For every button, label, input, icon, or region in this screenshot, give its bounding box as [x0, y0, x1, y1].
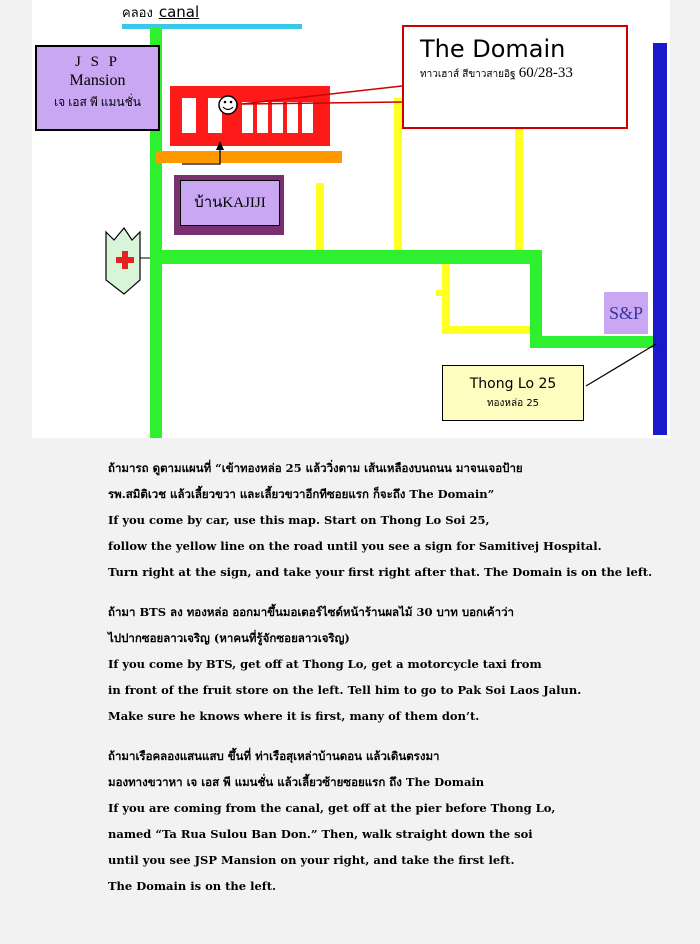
- directions: [108, 455, 688, 899]
- kajiji-house: [174, 175, 284, 235]
- hospital-sign-icon: [106, 228, 150, 294]
- car-english-line-1: If you come by car, use this map. Start on Thong Lo Soi 25,: [108, 513, 490, 527]
- bts-directions: [108, 599, 688, 729]
- car-english-line-3: Turn right at the sign, and take your first right after that. The Domain is on the left.: [108, 565, 653, 579]
- boat-thai-line-2: มองทางขวาหา เจ เอส พี แมนชั่น แล้วเลี้ยวซ้ายซอยแรก ถึง The Domain: [108, 775, 485, 789]
- bts-english-line-1: If you come by BTS, get off at Thong Lo, get a motorcycle taxi from: [108, 657, 542, 671]
- car-thai-line-2: รพ.สมิติเวช แล้วเลี้ยวขวา และเลี้ยวขวาอีกทีซอยแรก ก็จะถึง The Domain”: [108, 487, 495, 501]
- boat-english-line-1: If you are coming from the canal, get off at the pier before Thong Lo,: [108, 801, 556, 815]
- boat-thai-line-1: ถ้ามาเรือคลองแสนแสบ ขึ้นที่ ท่าเรือสุเหล่าบ้านดอน แล้วเดินตรงมา: [108, 749, 440, 763]
- sp-label: S&P: [604, 292, 648, 334]
- boat-english-line-2: named “Ta Rua Sulou Ban Don.” Then, walk straight down the soi: [108, 827, 533, 841]
- the-domain-number: 60/28-33: [518, 65, 573, 81]
- jsp-mansion-line2: Mansion: [69, 72, 126, 89]
- the-domain-subtitle-thai: ทาวเฮาส์ สีขาวสายอิฐ: [420, 69, 516, 80]
- bts-english-line-2: in front of the fruit store on the left. Tell him to go to Pak Soi Laos Jalun.: [108, 683, 582, 697]
- thong-lo-title: Thong Lo 25: [469, 376, 557, 392]
- the-domain-label: [402, 25, 628, 129]
- boat-english-line-4: The Domain is on the left.: [108, 879, 277, 893]
- boat-english-line-3: until you see JSP Mansion on your right, and take the first left.: [108, 853, 515, 867]
- boat-directions: [108, 743, 688, 899]
- smiley-icon: [219, 96, 237, 114]
- car-english-line-2: follow the yellow line on the road until you see a sign for Samitivej Hospital.: [108, 539, 602, 553]
- bts-thai-line-2: ไปปากซอยลาวเจริญ (หาคนที่รู้จักซอยลาวเจริญ): [108, 631, 350, 645]
- kajiji-label: บ้านKAJIJI: [180, 180, 280, 226]
- thong-lo-25-label: [442, 365, 584, 421]
- jsp-mansion-line3: เจ เอส พี แมนชั่น: [54, 95, 141, 109]
- jsp-mansion-line1: J S P: [74, 54, 121, 70]
- route-arrow-icon: [182, 141, 224, 164]
- car-directions: [108, 455, 688, 585]
- map: [32, 0, 670, 438]
- thong-lo-pointer-line: [586, 344, 656, 386]
- the-domain-title: The Domain: [420, 35, 566, 63]
- the-domain-subtitle: [420, 65, 626, 82]
- bts-thai-line-1: ถ้ามา BTS ลง ทองหล่อ ออกมาขึ้นมอเตอร์ไซด์หน้าร้านผลไม้ 30 บาท บอกเค้าว่า: [108, 605, 514, 619]
- canal-label-thai: คลอง: [122, 6, 153, 21]
- bts-english-line-3: Make sure he knows where it is first, many of them don’t.: [108, 709, 480, 723]
- thong-lo-subtitle: ทองหล่อ 25: [486, 398, 540, 409]
- canal-label-english: canal: [158, 3, 200, 21]
- domain-pointer-line-2: [242, 102, 402, 104]
- car-thai-line-1: ถ้ามารถ ดูตามแผนที่ “เข้าทองหล่อ 25 แล้ววิ่งตาม เส้นเหลืองบนถนน มาจนเจอป้าย: [108, 461, 523, 475]
- domain-pointer-line-1: [242, 86, 402, 104]
